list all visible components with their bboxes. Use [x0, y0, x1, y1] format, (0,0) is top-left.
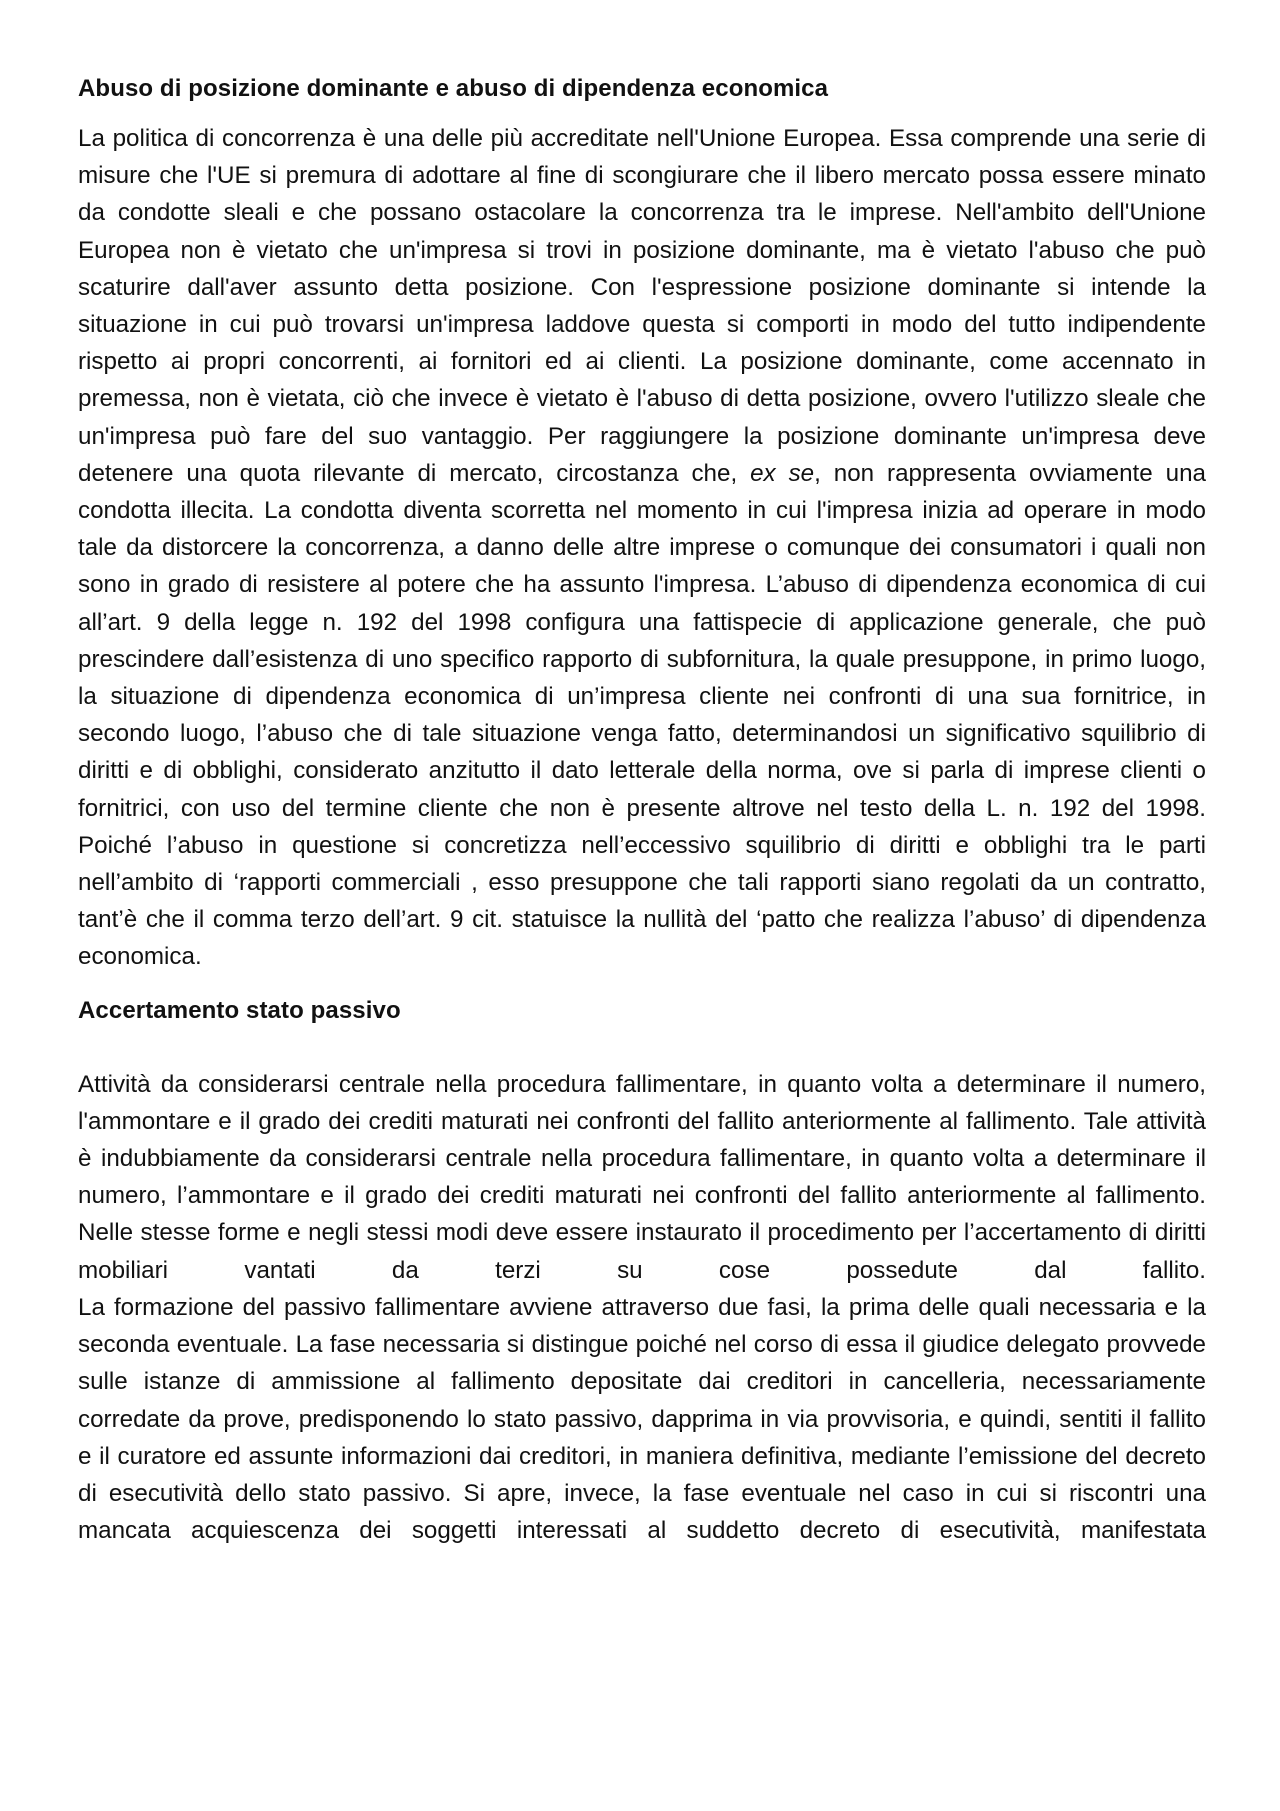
document-page	[78, 72, 1206, 1549]
paragraph-abuso-part1: La politica di concorrenza è una delle più accreditate nell'Unione Europea. Essa comprende una serie di misure che l'UE si premura di adottare al fine di scongiurare che il libero mercato possa essere minato da condotte sleali e che possano ostacolare la concorrenza tra le imprese. Nell'ambito dell'Unione Europea non è vietato che un'impresa si trovi in posizione dominante, ma è vietato l'abuso che può scaturire dall'aver assunto detta posizione. Con l'espressione posizione dominante si intende la situazione in cui può trovarsi un'impresa laddove questa si comporti in modo del tutto indipendente rispetto ai propri concorrenti, ai fornitori ed ai clienti. La posizione dominante, come accennato in premessa, non è vietata, ciò che invece è vietato è l'abuso di detta posizione, ovvero l'utilizzo sleale che un'impresa può fare del suo vantaggio. Per raggiungere la posizione dominante un'impresa deve detenere una quota rilevante di mercato, circostanza che,	[78, 125, 1206, 487]
paragraph-accertamento-2: La formazione del passivo fallimentare avviene attraverso due fasi, la prima delle quali necessaria e la seconda eventuale. La fase necessaria si distingue poiché nel corso di essa il giudice delegato provvede sulle istanze di ammissione al fallimento depositate dai creditori in cancelleria, necessariamente corredate da prove, predisponendo lo stato passivo, dapprima in via provvisoria, e quindi, sentiti il fallito e il curatore ed assunte informazioni dai creditori, in maniera definitiva, mediante l’emissione del decreto di esecutività dello stato passivo. Si apre, invece, la fase eventuale nel caso in cui si riscontri una mancata acquiescenza dei soggetti interessati al suddetto decreto di esecutività, manifestata	[78, 1293, 1206, 1545]
paragraph-abuso-part2: , non rappresenta ovviamente una condotta illecita. La condotta diventa scorretta nel momento in cui l'impresa inizia ad operare in modo tale da distorcere la concorrenza, a danno delle altre imprese o comunque dei consumatori i quali non sono in grado di resistere al potere che ha assunto l'impresa. L’abuso di dipendenza economica di cui all’art. 9 della legge n. 192 del 1998 configura una fattispecie di applicazione generale, che può prescindere dall’esistenza di uno specifico rapporto di subfornitura, la quale presuppone, in primo luogo, la situazione di dipendenza economica di un’impresa cliente nei confronti di una sua fornitrice, in secondo luogo, l’abuso che di tale situazione venga fatto, determinandosi un significativo squilibrio di diritti e di obblighi, considerato anzitutto il dato letterale della norma, ove si parla di imprese clienti o fornitrici, con uso del termine cliente che non è presente altrove nel testo della L. n. 192 del 1998. Poiché l’abuso in questione si concretizza nell’eccessivo squilibrio di diritti e obblighi tra le parti nell’ambito di ‘rapporti commerciali , esso presuppone che tali rapporti siano regolati da un contratto, tant’è che il comma terzo dell’art. 9 cit. statuisce la nullità del ‘patto che realizza l’abuso’ di dipendenza economica.	[78, 459, 1206, 971]
paragraph-accertamento-1: Attività da considerarsi centrale nella procedura fallimentare, in quanto volta a determinare il numero, l'ammontare e il grado dei crediti maturati nei confronti del fallito anteriormente al fallimento. Tale attività è indubbiamente da considerarsi centrale nella procedura fallimentare, in quanto volta a determinare il numero, l’ammontare e il grado dei crediti maturati nei confronti del fallito anteriormente al fallimento. Nelle stesse forme e negli stessi modi deve essere instaurato il procedimento per l’accertamento di diritti mobiliari vantati da terzi su cose possedute dal fallito.	[78, 1070, 1206, 1284]
italic-ex-se: ex se	[750, 459, 815, 487]
section-heading-accertamento: Accertamento stato passivo	[78, 996, 401, 1024]
paragraph-abuso	[78, 120, 1206, 976]
section-heading-abuso: Abuso di posizione dominante e abuso di dipendenza economica	[78, 75, 829, 102]
